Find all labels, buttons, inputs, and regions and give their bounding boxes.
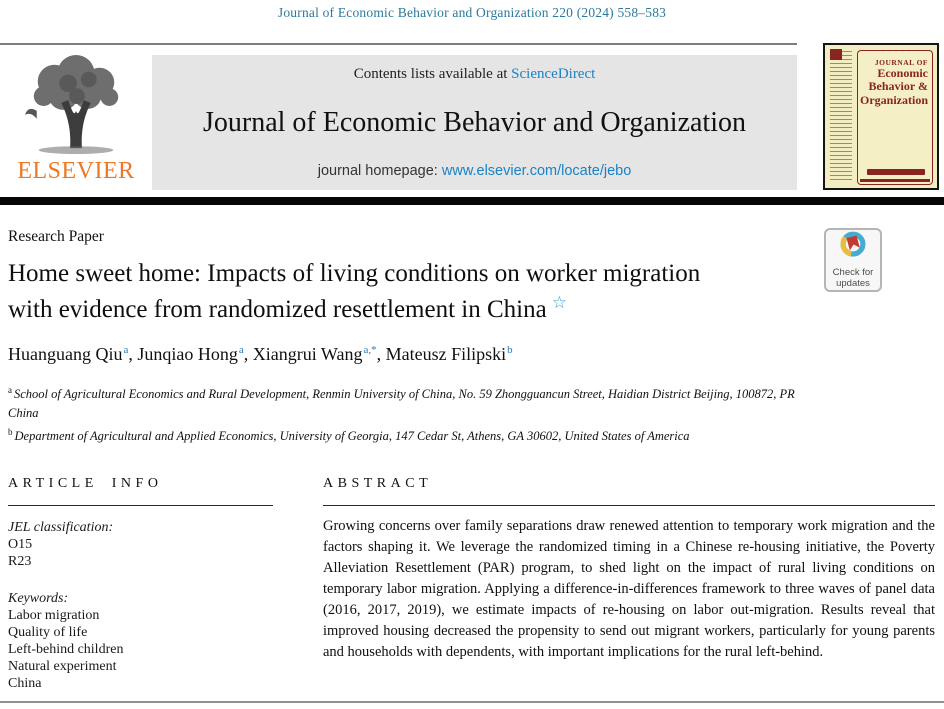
author-affiliation-sup: b <box>507 344 513 356</box>
jel-code: O15 <box>8 537 33 552</box>
keywords-label: Keywords: <box>8 591 69 606</box>
page-bottom-rule <box>0 701 944 703</box>
keyword: China <box>8 676 42 691</box>
article-info-section <box>8 476 273 692</box>
keyword: Labor migration <box>8 608 100 623</box>
article-title <box>8 256 738 328</box>
contents-list-line <box>354 66 596 83</box>
cover-bottom-bar <box>860 179 930 182</box>
cover-title-line4: Organization <box>860 92 928 107</box>
affiliation: $^b$ Department of Agricultural and Applied Economics, University of Georgia, 147 Cedar St, Athens, GA 30602, United States of America <box>8 427 690 444</box>
badge-label: Check for updates <box>832 267 874 289</box>
article-info-rule <box>8 505 273 506</box>
cover-title <box>858 59 928 107</box>
affiliation: $^a$ School of Agricultural Economics and Rural Development, Renmin University of China, No. 59 Zhongguancun Street, Haidian District Beijing, 100872, PR China <box>8 385 795 421</box>
journal-citation-line: Journal of Economic Behavior and Organization 220 (2024) 558–583 <box>277 5 667 20</box>
author-affiliation-sup: a <box>238 344 244 356</box>
cover-toc-lines <box>830 51 852 183</box>
title-footnote-star-icon[interactable]: ☆ <box>551 292 567 312</box>
cover-title-panel <box>857 50 933 185</box>
jel-classification-label: JEL classification: <box>8 520 114 535</box>
jel-code: R23 <box>8 554 32 569</box>
elsevier-tree-icon <box>6 52 146 156</box>
author: Junqiao Hong$^a$, <box>137 344 253 364</box>
article-title-text: Home sweet home: Impacts of living conditions on worker migration with evidence from randomized resettlement in China <box>8 260 701 323</box>
cover-title-line2: Economic <box>877 66 928 81</box>
sciencedirect-link[interactable]: ScienceDirect <box>511 66 596 82</box>
keyword: Quality of life <box>8 625 88 640</box>
crossmark-icon <box>836 230 870 267</box>
elsevier-wordmark: ELSEVIER <box>17 158 135 184</box>
abstract-text: Growing concerns over family separations draw renewed attention to temporary work migration and the factors shaping it. We leverage the randomized timing in a Chinese re-housing initiative, the Poverty Alleviation Resettlement (PAR) program, to shed light on the impact of rural living conditions on temporary labor migration. Applying a difference-in-differences framework to three waves of panel data (2016, 2017, 2019), we estimate impacts of re-housing on labor out-migration. Results reveal that improved housing decreased the propensity to send out migrant workers, particularly for young parents and households with dependents, with important implications for the rural left-behind. <box>323 518 935 660</box>
abstract-section <box>323 476 935 663</box>
cover-title-line1: JOURNAL OF <box>874 58 928 67</box>
journal-banner <box>152 55 797 190</box>
homepage-link[interactable]: www.elsevier.com/locate/jebo <box>441 163 632 179</box>
authors-line <box>8 344 513 365</box>
check-for-updates-badge[interactable] <box>824 228 882 292</box>
journal-title: Journal of Economic Behavior and Organization <box>203 107 746 138</box>
author: Xiangrui Wang$^{a,*}$, <box>252 344 386 364</box>
homepage-line <box>318 163 632 179</box>
author: Mateusz Filipski$^b$ <box>385 344 513 364</box>
homepage-prefix: journal homepage: <box>317 163 442 179</box>
author-affiliation-sup: a <box>123 344 129 356</box>
journal-cover-thumbnail[interactable] <box>823 43 939 190</box>
article-type-label: Research Paper <box>8 228 104 245</box>
abstract-heading: ABSTRACT <box>323 476 433 491</box>
keyword: Left-behind children <box>8 642 124 657</box>
article-info-heading: ARTICLE INFO <box>8 476 163 491</box>
header-top-rule <box>0 43 797 45</box>
author-affiliation-sup: a,* <box>363 344 377 356</box>
keyword: Natural experiment <box>8 659 117 674</box>
cover-title-line3: Behavior & <box>868 79 928 94</box>
affiliations <box>8 381 820 446</box>
header-divider-bar <box>0 197 944 205</box>
abstract-rule <box>323 505 935 506</box>
contents-list-prefix: Contents lists available at <box>353 66 512 82</box>
author: Huanguang Qiu$^a$, <box>8 344 138 364</box>
cover-url-pill <box>867 169 925 175</box>
elsevier-logo <box>6 52 146 190</box>
